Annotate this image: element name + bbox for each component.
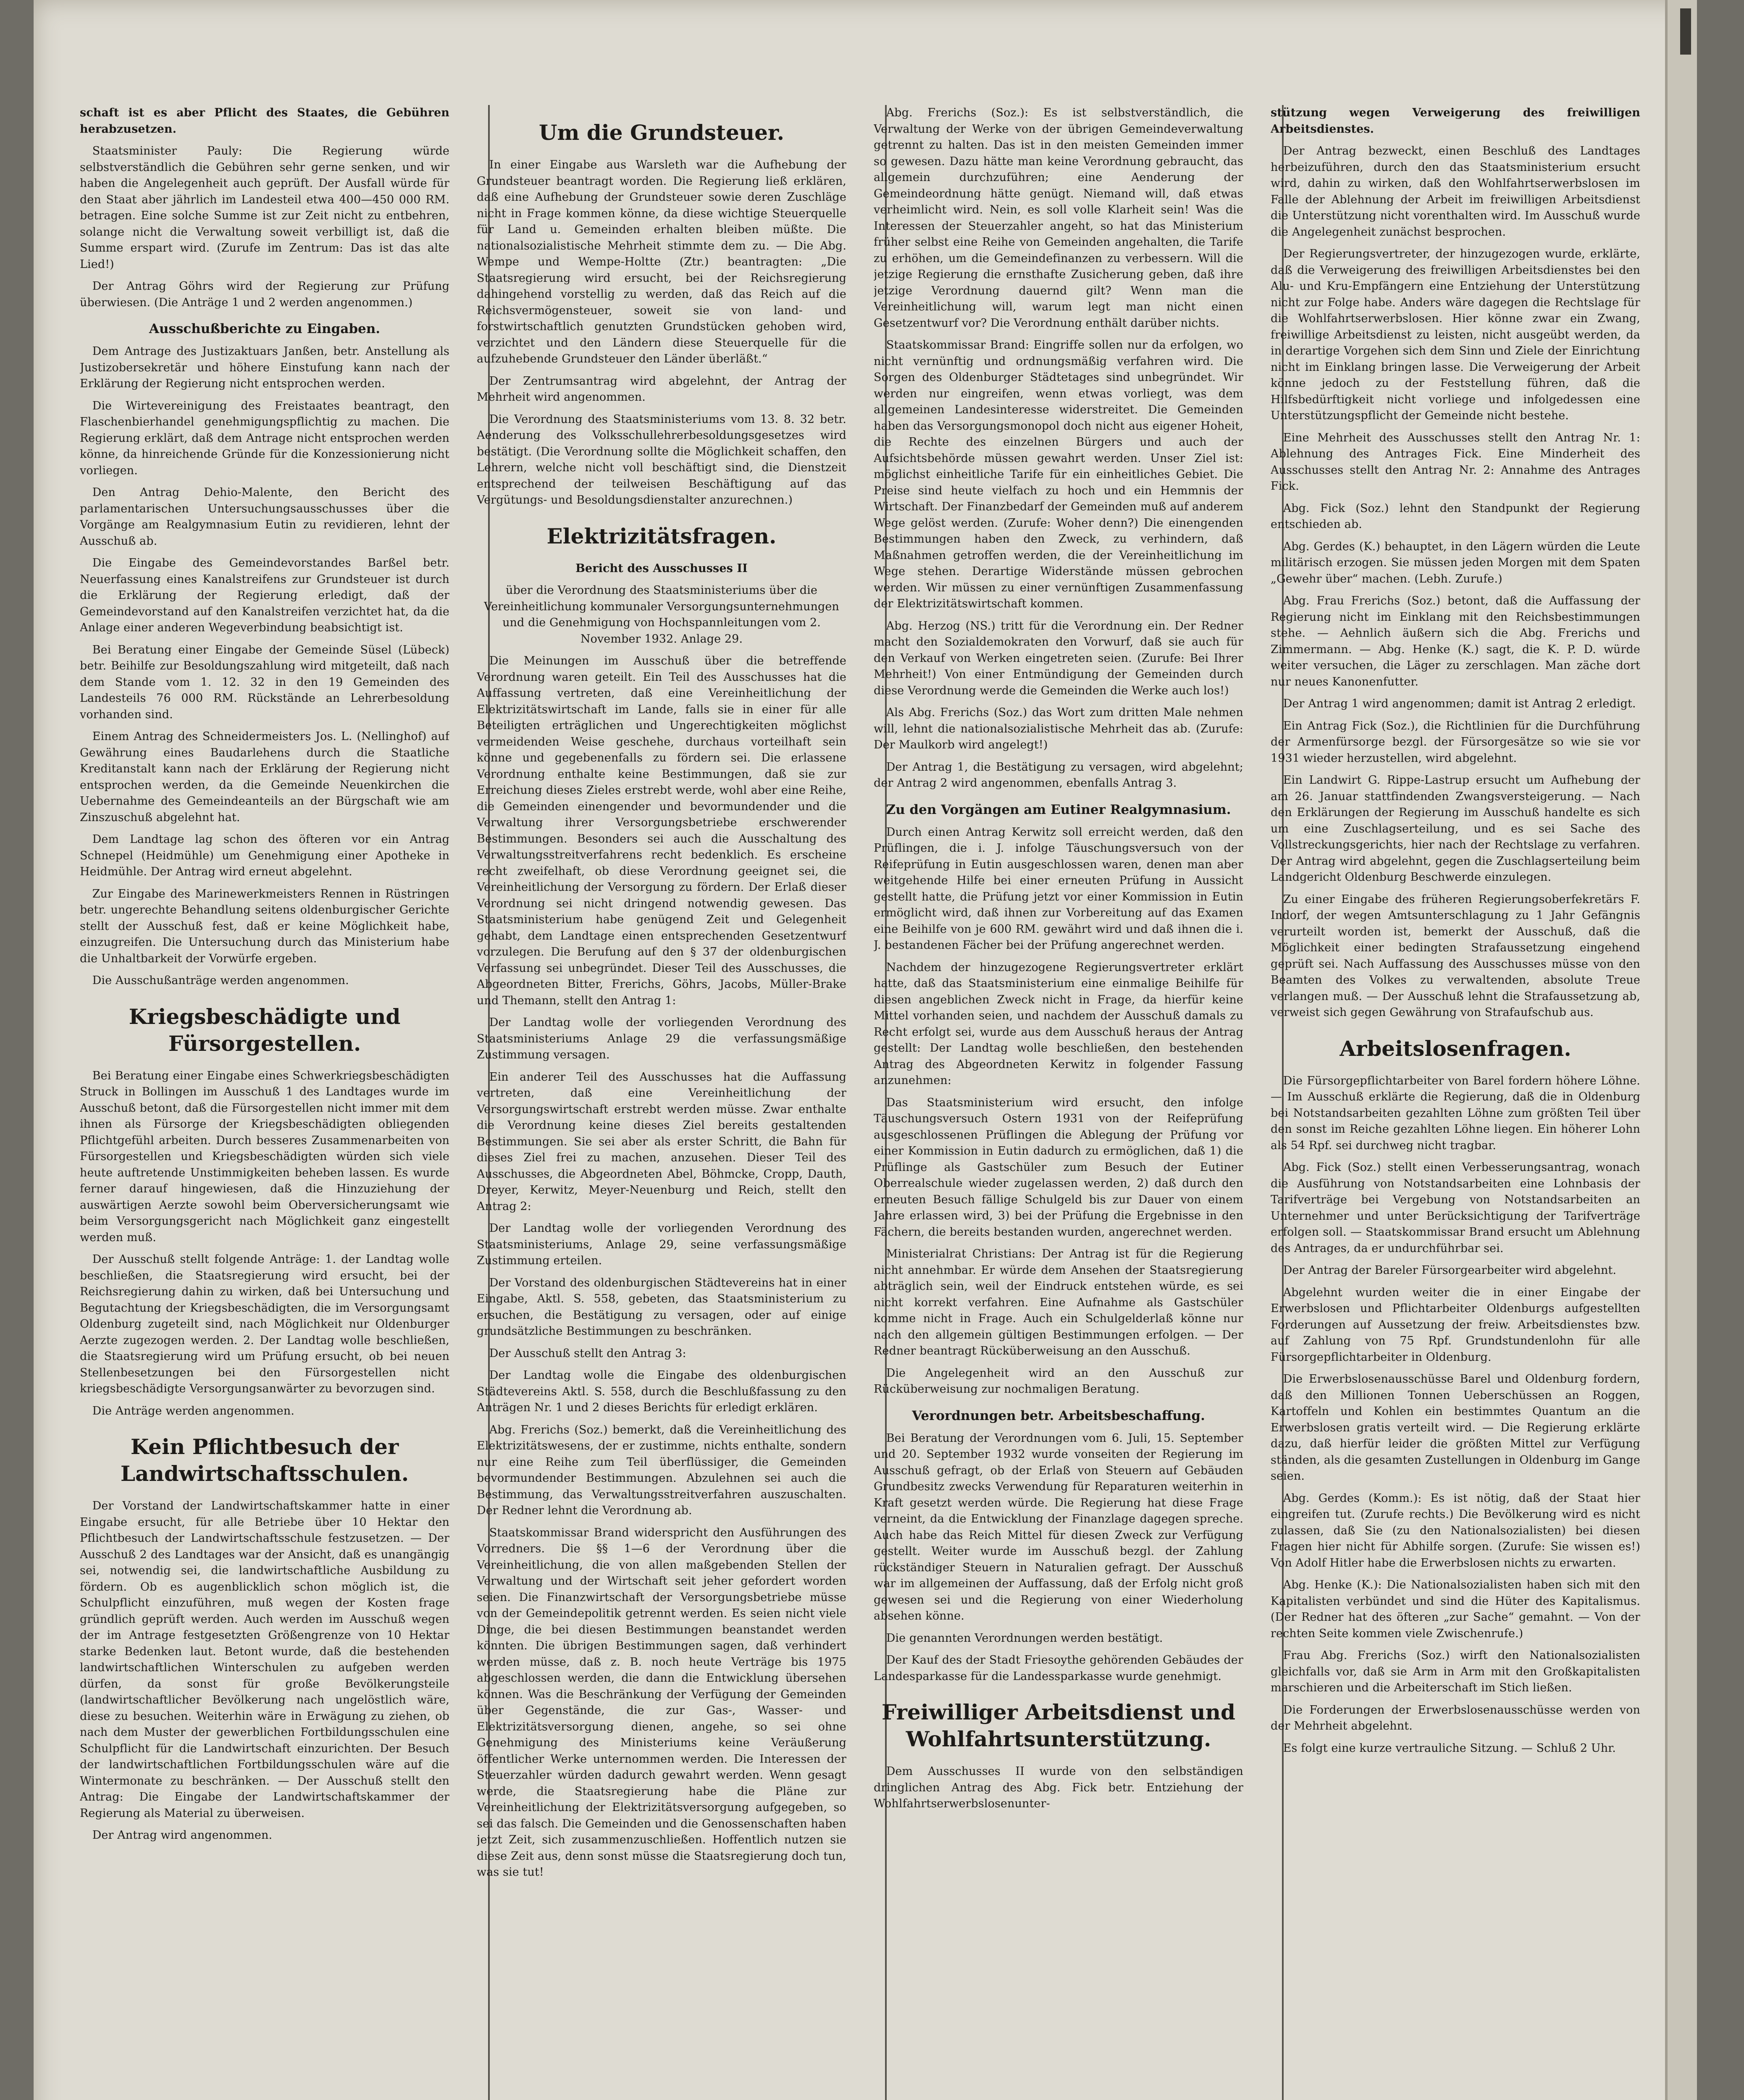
paragraph: Die Verordnung des Staatsministeriums vom 13. 8. 32 betr. Aenderung des Volksschullehrerbesoldungsgesetzes wird bestätigt. (Die Verordnung sollte die Möglichkeit schaffen, den Lehrern, welche nicht voll beschäftigt sind, die Dienstzeit entsprechend der teilweisen Beschäftigung auf das Vergütungs- und Besoldungsdienstalter anzurechnen.): [477, 412, 846, 507]
paragraph: Es folgt eine kurze vertrauliche Sitzung. — Schluß 2 Uhr.: [1283, 1741, 1616, 1755]
paragraph: Zur Eingabe des Marinewerkmeisters Rennen in Rüstringen betr. ungerechte Behandlung seitens oldenburgischer Gerichte stellt der Ausschuß fest, daß er keine Möglichkeit habe, einzugreifen. Die Untersuchung durch das Ministerium habe die Unhaltbarkeit der Vorwürfe ergeben.: [80, 887, 449, 965]
paragraph: Als Abg. Frerichs (Soz.) das Wort zum dritten Male nehmen will, lehnt die nationalsozialistische Mehrheit das ab. (Zurufe: Der Maulkorb wird angelegt!): [874, 706, 1243, 751]
paragraph: Abg. Frerichs (Soz.) bemerkt, daß die Vereinheitlichung des Elektrizitätswesens, der er zustimme, nichts enthalte, sondern nur eine Reihe zum Teil überflüssiger, die Gemeinden bevormundender Bestimmungen. Abzulehnen sei auch die Bestimmung, das Verwaltungsstreitverfahren auszuschalten. Der Redner lehnt die Verordnung ab.: [477, 1423, 846, 1517]
column-2: [477, 105, 846, 2100]
paragraph: Abg. Frau Frerichs (Soz.) betont, daß die Auffassung der Regierung nicht im Einklang mit den Reichsbestimmungen stehe. — Aehnlich äußern sich die Abg. Frerichs und Zimmermann. — Abg. Henke (K.) sagt, die K. P. D. würde weiter versuchen, die Läger zu zerschlagen. Man zäche dort nur neues Kanonenfutter.: [1271, 594, 1640, 688]
paragraph: über die Verordnung des Staatsministeriums über die Vereinheitlichung kommunaler Versorgungsunternehmungen und die Genehmigung von Hochspannleitungen vom 2. November 1932. Anlage 29.: [484, 584, 839, 646]
paragraph: Der Antrag der Bareler Fürsorgearbeiter wird abgelehnt.: [1283, 1264, 1617, 1277]
paragraph: stützung wegen Verweigerung des freiwilligen Arbeitsdienstes.: [1271, 106, 1640, 136]
paragraph: Staatskommissar Brand: Eingriffe sollen nur da erfolgen, wo nicht vernünftig und ordnungsmäßig verfahren wird. Die Sorgen des Oldenburger Städtetages sind unbegründet. Wir werden nur eingreifen, wenn etwas vorliegt, was dem allgemeinen Landesinteresse widerstreitet. Die Gemeinden haben das Versorgungsmonopol doch nicht aus eigener Hoheit, die Rechte des einzelnen Bürgers und auch der Aufsichtsbehörde müssen gewahrt werden. Unser Ziel ist: möglichst einheitliche Tarife für ein einheitliches Gebiet. Die Preise sind heute vielfach zu hoch und ein Hemmnis der Wirtschaft. Der Finanzbedarf der Gemeinden muß auf anderem Wege gelöst werden. (Zurufe: Woher denn?) Die einengenden Bestimmungen haben den Zweck, zu verhindern, daß Maßnahmen getroffen werden, die der Vereinheitlichung im Wege stehen. Derartige Widerstände müssen gebrochen werden. Wir müssen zu einer vernünftigen Zusammenfassung der Elektrizitätswirtschaft kommen.: [874, 339, 1243, 610]
paragraph: Bei Beratung einer Eingabe der Gemeinde Süsel (Lübeck) betr. Beihilfe zur Besoldungszahlung wird mitgeteilt, daß nach dem Stande vom 1. 12. 32 in den 19 Gemeinden des Landesteils 76 000 RM. Rückstände an Lehrerbesoldung vorhanden sind.: [80, 643, 449, 721]
paragraph: Der Antrag 1, die Bestätigung zu versagen, wird abgelehnt; der Antrag 2 wird angenommen, ebenfalls Antrag 3.: [874, 760, 1243, 790]
paragraph: Die Erwerbslosenausschüsse Barel und Oldenburg fordern, daß den Millionen Tonnen Ueberschüssen an Roggen, Kartoffeln und Kohlen ein bestimmtes Quantum an die Erwerbslosen gratis verteilt wird. — Die Regierung erklärte dazu, daß hierfür leider die größten Mittel zur Verfügung ständen, als die gesamten Zustellungen in Oldenburg im Gange seien.: [1271, 1373, 1640, 1483]
section-heading: Zu den Vorgängen am Eutiner Realgymnasium.: [886, 802, 1231, 817]
section-heading: Kriegsbeschädigte und Fürsorgestellen.: [129, 1004, 401, 1056]
column-4: [1271, 105, 1640, 2100]
paragraph: Bei Beratung der Verordnungen vom 6. Juli, 15. September und 20. September 1932 wurde vonseiten der Regierung im Ausschuß gefragt, ob der Erlaß von Steuern auf Gebäuden Grundbesitz zwecks Verwendung für Reparaturen weiterhin in Kraft gesetzt werden würde. Die Regierung hat diese Frage verneint, da die Entwicklung der Finanzlage dagegen spreche. Auch habe das Reich Mittel für diesen Zweck zur Verfügung gestellt. Weiter wurde im Ausschuß bezgl. der Zahlung rückständiger Steuern in Naturalien gefragt. Der Ausschuß war im allgemeinen der Auffassung, daß der Erfolg nicht groß gewesen sei und die Regierung von einer Wiederholung absehen könne.: [874, 1431, 1243, 1622]
paragraph: Der Landtag wolle der vorliegenden Verordnung des Staatsministeriums, Anlage 29, seine verfassungsmäßige Zustimmung erteilen.: [477, 1222, 846, 1267]
paragraph: Frau Abg. Frerichs (Soz.) wirft den Nationalsozialisten gleichfalls vor, daß sie Arm in Arm mit den Großkapitalisten marschieren und die Arbeiterschaft im Stich ließen.: [1271, 1649, 1640, 1694]
paragraph: Die Angelegenheit wird an den Ausschuß zur Rücküberweisung zur nochmaligen Beratung.: [874, 1366, 1243, 1396]
paragraph: Der Antrag wird angenommen.: [92, 1829, 273, 1842]
column-1: [80, 105, 449, 2100]
paragraph: Die genannten Verordnungen werden bestätigt.: [886, 1631, 1163, 1645]
section-heading: Ausschußberichte zu Eingaben.: [149, 321, 381, 336]
paragraph: Ein Landwirt G. Rippe-Lastrup ersucht um Aufhebung der am 26. Januar stattfindenden Zwangsversteigerung. — Nach den Erklärungen der Regierung im Ausschuß handelte es sich um eine Zuschlagserteilung, und es sei Sache des Vollstreckungsgerichts, hier nach der Rechtslage zu verfahren. Der Antrag wird abgelehnt, gegen die Zuschlagserteilung beim Landgericht Oldenburg Beschwerde einzulegen.: [1271, 774, 1640, 884]
paragraph: Die Eingabe des Gemeindevorstandes Barßel betr. Neuerfassung eines Kanalstreifens zur Grundsteuer ist durch die Erklärung der Regierung erledigt, daß der Gemeindevorstand auf den Kanalstreifen verzichtet hat, da die Anlage einer anderen Wegeverbindung beabsichtigt ist.: [80, 556, 449, 634]
paragraph: Der Antrag 1 wird angenommen; damit ist Antrag 2 erledigt.: [1283, 697, 1636, 710]
paragraph: Ein anderer Teil des Ausschusses hat die Auffassung vertreten, daß eine Vereinheitlichung der Versorgungswirtschaft erstrebt werden müsse. Zwar enthalte die Verordnung keine dieses Ziel bereits gestaltenden Bestimmungen. Sie sei aber als erster Schritt, die Bahn für dieses Ziel frei zu machen, anzusehen. Dieser Teil des Ausschusses, die Abgeordneten Abel, Böhmcke, Cropp, Dauth, Dreyer, Kerwitz, Meyer-Neuenburg und Reich, stellt den Antrag 2:: [477, 1070, 846, 1213]
paragraph: Abg. Gerdes (Komm.): Es ist nötig, daß der Staat hier eingreifen tut. (Zurufe rechts.) Die Bevölkerung wird es nicht zulassen, daß Sie (zu den Nationalsozialisten) bei diesen Fragen hier nicht für Abhilfe sorgen. (Zurufe: Sie wissen es!) Von Adolf Hitler habe die Erwerbslosen nichts zu erwarten.: [1271, 1491, 1640, 1570]
paragraph: Abg. Gerdes (K.) behauptet, in den Lägern würden die Leute militärisch erzogen. Sie müssen jeden Morgen mit dem Spaten „Gewehr über“ machen. (Lebh. Zurufe.): [1271, 540, 1640, 585]
paragraph: Durch einen Antrag Kerwitz soll erreicht werden, daß den Prüflingen, die i. J. infolge Täuschungsversuch von der Reifeprüfung in Eutin ausgeschlossen waren, denen man aber weitgehende Hilfe bei einer erneuten Prüfung in Aussicht gestellt hatte, die Prüfung jetzt vor einer Kommission in Eutin ermöglicht wird, daß ihnen zur Vorbereitung auf das Examen eine Beihilfe von je 600 RM. gewährt wird und daß ihnen die i. J. bestandenen Fächer bei der Prüfung angerechnet werden.: [874, 825, 1243, 952]
section-heading: Arbeitslosenfragen.: [1340, 1036, 1571, 1061]
section-heading: Verordnungen betr. Arbeitsbeschaffung.: [912, 1408, 1205, 1423]
section-heading: Um die Grundsteuer.: [538, 120, 785, 145]
article-columns: [80, 105, 1676, 2100]
paragraph: Abg. Henke (K.): Die Nationalsozialisten haben sich mit den Kapitalisten verbündet und sind die Hüter des Kapitalismus. (Der Redner hat des öfteren „zur Sache“ gemahnt. — Von der rechten Seite kommen viele Zwischenrufe.): [1271, 1578, 1640, 1640]
paragraph: Den Antrag Dehio-Malente, den Bericht des parlamentarischen Untersuchungsausschusses über die Vorgänge am Realgymnasium Eutin zu revidieren, lehnt der Ausschuß ab.: [80, 486, 449, 548]
paragraph: Der Landtag wolle die Eingabe des oldenburgischen Städtevereins Aktl. S. 558, durch die Beschlußfassung zu den Anträgen Nr. 1 und 2 dieses Berichts für erledigt erklären.: [477, 1369, 846, 1414]
paragraph: Einem Antrag des Schneidermeisters Jos. L. (Nellinghof) auf Gewährung eines Baudarlehens durch die Staatliche Kreditanstalt kann nach der Erklärung der Regierung nicht entsprochen werden, da die Gemeinde Neuenkirchen die Uebernahme des Gemeindeanteils an der Bürgschaft wie am Zinszuschuß abgelehnt hat.: [80, 730, 449, 824]
paragraph: Nachdem der hinzugezogene Regierungsvertreter erklärt hatte, daß das Staatsministerium eine einmalige Beihilfe für diesen angeblichen Zweck nicht in Frage, da hierfür keine Mittel vorhanden seien, und nachdem der Ausschuß damals zu Recht erfolgt sei, wurde aus dem Ausschuß heraus der Antrag gestellt: Der Landtag wolle beschließen, den bestehenden Antrag des Abgeordneten Kerwitz in folgender Fassung anzunehmen:: [874, 961, 1243, 1087]
paragraph: Abg. Herzog (NS.) tritt für die Verordnung ein. Der Redner macht den Sozialdemokraten den Vorwurf, daß sie auch für den Verkauf von Werken eingetreten seien. (Zurufe: Bei Ihrer Mehrheit!) Von einer Entmündigung der Gemeinden durch diese Verordnung werde die Gemeinden die Werke auch los!): [874, 619, 1243, 697]
paragraph: Die Wirtevereinigung des Freistaates beantragt, den Flaschenbierhandel genehmigungspflichtig zu machen. Die Regierung erklärt, daß dem Antrage nicht entsprochen werden könne, da hinreichende Gründe für die Konzessionierung nicht vorliegen.: [80, 399, 449, 477]
paragraph: Staatsminister Pauly: Die Regierung würde selbstverständlich die Gebühren sehr gerne senken, und wir haben die Angelegenheit auch geprüft. Der Ausfall würde für den Staat aber jährlich im Landesteil etwa 400—450 000 RM. betragen. Eine solche Summe ist zur Zeit nicht zu entbehren, solange nicht die Verwaltung soweit verbilligt ist, daß die Summe erspart wird. (Zurufe im Zentrum: Das ist das alte Lied!): [80, 144, 449, 271]
paragraph: Das Staatsministerium wird ersucht, den infolge Täuschungsversuch Ostern 1931 von der Reifeprüfung ausgeschlossenen Prüflingen die Ablegung der Prüfung vor einer Kommission in Eutin dadurch zu ermöglichen, daß 1) die Prüflinge als Gastschüler zum Besuch der Eutiner Oberrealschule wieder zugelassen werden, 2) daß durch den erneuten Besuch fällige Schulgeld bis zur Dauer von einem Jahre erlassen wird, 3) bei der Prüfung die Ergebnisse in den Fächern, die bereits bestanden wurden, angerechnet werden.: [874, 1096, 1243, 1239]
paragraph: Abgelehnt wurden weiter die in einer Eingabe der Erwerbslosen und Pflichtarbeiter Oldenburgs aufgestellten Forderungen auf Aussetzung der freiw. Arbeitsdienstes bzw. auf Zahlung von 75 Rpf. Grundstundenlohn für alle Fürsorgepflichtarbeiter in Oldenburg.: [1271, 1286, 1640, 1364]
paragraph: Bericht des Ausschusses II: [575, 562, 748, 575]
paragraph: Die Forderungen der Erwerbslosenausschüsse werden von der Mehrheit abgelehnt.: [1271, 1703, 1640, 1732]
paragraph: Der Vorstand der Landwirtschaftskammer hatte in einer Eingabe ersucht, für alle Betriebe über 10 Hektar den Pflichtbesuch der Landwirtschaftsschule festzusetzen. — Der Ausschuß 2 des Landtages war der Ansicht, daß es unangängig sei, notwendig sei, die landwirtschaftliche Ausbildung zu fördern. Ob es augenblicklich schon möglich ist, die Schulpflicht einzuführen, muß wegen der Kosten frage gründlich geprüft werden. Auch werden im Ausschuß wegen der im Antrage festgesetzten Größengrenze von 10 Hektar starke Bedenken laut. Betont wurde, daß die bestehenden landwirtschaftlichen Winterschulen zu aufgeben werden dürfen, da sonst für große Bevölkerungsteile (landwirtschaftlicher Bevölkerung nach ungelöstlich wäre, diese zu besuchen. Weiterhin wäre in Erwägung zu ziehen, ob nach dem Muster der gewerblichen Fortbildungsschulen eine Schulpflicht für die Landwirtschaft einzurichten. Der Besuch der landwirtschaftlichen Fortbildungsschulen wäre auf die Wintermonate zu beschränken. — Der Ausschuß stellt den Antrag: Die Eingabe der Landwirtschaftskammer der Regierung als Material zu überweisen.: [80, 1499, 449, 1820]
paragraph: Dem Antrage des Justizaktuars Janßen, betr. Anstellung als Justizobersekretär und höhere Einstufung kann nach der Erklärung der Regierung nicht entsprochen werden.: [80, 345, 449, 390]
paragraph: Ein Antrag Fick (Soz.), die Richtlinien für die Durchführung der Armenfürsorge bezgl. der Fürsorgesätze so wie sie vor 1931 wieder herzustellen, wird abgelehnt.: [1271, 719, 1640, 765]
paragraph: Der Vorstand des oldenburgischen Städtevereins hat in einer Eingabe, Aktl. S. 558, gebeten, das Staatsministerium zu ersuchen, die Bestätigung zu versagen, oder auf einige grundsätzliche Bestimmungen zu beschränken.: [477, 1276, 846, 1338]
paragraph: Der Ausschuß stellt den Antrag 3:: [489, 1347, 686, 1360]
paragraph: Der Landtag wolle der vorliegenden Verordnung des Staatsministeriums Anlage 29 die verfassungsmäßige Zustimmung versagen.: [477, 1016, 846, 1061]
paragraph: Der Ausschuß stellt folgende Anträge: 1. der Landtag wolle beschließen, die Staatsregierung wird ersucht, bei der Reichsregierung dahin zu wirken, daß bei Untersuchung und Begutachtung der Kriegsbeschädigten, die im Versorgungsamt Oldenburg zugeteilt sind, nach Möglichkeit nur Oldenburger Aerzte zugezogen werden. 2. Der Landtag wolle beschließen, die Staatsregierung wird um Prüfung ersucht, ob bei neuen Stellenbesetzungen bei den Fürsorgestellen nicht kriegsbeschädigte Versorgungsanwärter zu bevorzugen sind.: [80, 1253, 449, 1395]
paragraph: In einer Eingabe aus Warsleth war die Aufhebung der Grundsteuer beantragt worden. Die Regierung ließ erklären, daß eine Aufhebung der Grundsteuer sowie deren Zuschläge nicht in Frage kommen könne, da diese wichtige Steuerquelle für Land u. Gemeinden erhalten bleiben müßte. Die nationalsozialistische Mehrheit stimmte dem zu. — Die Abg. Wempe und Wempe-Holtte (Ztr.) beantragten: „Die Staatsregierung wird ersucht, bei der Reichsregierung dahingehend vorstellig zu werden, daß das Reich auf die Reichsvermögensteuer, soweit sie von land- und forstwirtschaftlich genutzten Grundstücken gehoben wird, verzichtet und den Ländern diese Steuerquelle für die aufzuhebende Grundsteuer den Länder überläßt.“: [477, 158, 846, 365]
paragraph: Ministerialrat Christians: Der Antrag ist für die Regierung nicht annehmbar. Er würde dem Ansehen der Staatsregierung abträglich sein, weil der Eindruck entstehen würde, es sei nicht korrekt verfahren. Eine Aufnahme als Gastschüler komme nicht in Frage. Auch ein Schulgelderlaß könne nur nach den allgemein gültigen Bestimmungen erfolgen. — Der Redner beantragt Rücküberweisung an den Ausschuß.: [874, 1247, 1243, 1357]
paragraph: Abg. Frerichs (Soz.): Es ist selbstverständlich, die Verwaltung der Werke von der übrigen Gemeindeverwaltung getrennt zu halten. Das ist in den meisten Gemeinden immer so gewesen. Dazu hätte man keine Verordnung gebraucht, das allgemein durchzuführen; eine Aenderung der Gemeindeordnung hätte genügt. Niemand will, daß etwas verheimlicht wird. Nein, es soll volle Klarheit sein! Was die Interessen der Steuerzahler angeht, so hat das Ministerium früher selbst eine Reihe von Gemeinden angehalten, die Tarife zu erhöhen, um die Gemeindefinanzen zu verbessern. Will die jetzige Regierung die ernsthafte Zusicherung geben, daß ihre jetzige Verordnung dauernd gilt? Wenn man die Vereinheitlichung will, warum legt man nicht einen Gesetzentwurf vor? Die Verordnung enthält darüber nichts.: [874, 106, 1243, 330]
paragraph: Der Zentrumsantrag wird abgelehnt, der Antrag der Mehrheit wird angenommen.: [477, 374, 846, 404]
paragraph: Die Anträge werden angenommen.: [92, 1404, 294, 1418]
paragraph: Der Antrag bezweckt, einen Beschluß des Landtages herbeizuführen, durch den das Staatsministerium ersucht wird, dahin zu wirken, daß den Wohlfahrtserwerbslosen im Falle der Ablehnung der Arbeit im freiwilligen Arbeitsdienst die Unterstützung nicht vorenthalten wird. Im Ausschuß wurde die Angelegenheit zunächst besprochen.: [1271, 144, 1640, 239]
section-heading: Freiwilliger Arbeitsdienst und Wohlfahrtsunterstützung.: [882, 1700, 1235, 1751]
paragraph: Eine Mehrheit des Ausschusses stellt den Antrag Nr. 1: Ablehnung des Antrages Fick. Eine Minderheit des Ausschusses stellt den Antrag Nr. 2: Annahme des Antrages Fick.: [1271, 431, 1640, 493]
paragraph: Dem Landtage lag schon des öfteren vor ein Antrag Schnepel (Heidmühle) um Genehmigung einer Apotheke in Heidmühle. Der Antrag wird erneut abgelehnt.: [80, 833, 449, 878]
paragraph: Abg. Fick (Soz.) lehnt den Standpunkt der Regierung entschieden ab.: [1271, 501, 1640, 531]
paragraph: Die Ausschußanträge werden angenommen.: [92, 974, 349, 987]
paragraph: Dem Ausschusses II wurde von den selbständigen dringlichen Antrag des Abg. Fick betr. Entziehung der Wohlfahrtserwerbslosenunter-: [874, 1765, 1243, 1810]
paragraph: Die Meinungen im Ausschuß über die betreffende Verordnung waren geteilt. Ein Teil des Ausschusses hat die Auffassung vertreten, daß eine Vereinheitlichung der Elektrizitätswirtschaft im Lande, falls sie in einer für alle Beteiligten erträglichen und Ungerechtigkeiten möglichst vermeidenden Weise geschehe, durchaus vorteilhaft sein könne und gegebenenfalls zu fördern sei. Die erlassene Verordnung enthalte keine Bestimmungen, daß sie zur Erreichung dieses Zieles erstrebt werde, wohl aber eine Reihe, die Gemeinden einengender und bevormundender und die Verwaltung ihrer Versorgungsbetriebe erschwerender Bestimmungen. Besonders sei auch die Ausschaltung des Verwaltungsstreitverfahrens recht bedenklich. Es erscheine recht zweifelhaft, ob diese Verordnung geeignet sei, die Vereinheitlichung der Versorgung zu fördern. Der Erlaß dieser Verordnung sei nicht dringend notwendig gewesen. Das Staatsministerium habe genügend Zeit und Gelegenheit gehabt, dem Landtage einen entsprechenden Gesetzentwurf vorzulegen. Die Berufung auf den § 37 der oldenburgischen Verfassung sei unbegründet. Dieser Teil des Ausschusses, die Abgeordneten Bitter, Frerichs, Göhrs, Jacobs, Müller-Brake und Themann, stellt den Antrag 1:: [477, 654, 846, 1007]
scan-edge-mark: [1680, 8, 1691, 55]
paragraph: schaft ist es aber Pflicht des Staates, die Gebühren herabzusetzen.: [80, 106, 449, 136]
paragraph: Bei Beratung einer Eingabe eines Schwerkriegsbeschädigten Struck in Bollingen im Ausschuß 1 des Landtages wurde im Ausschuß betont, daß die Fürsorgestellen nicht immer mit dem ihnen als Fürsorge der Kriegsbeschädigten obliegenden Pflichtgefühl arbeiten. Durch besseres Zusammenarbeiten von Fürsorgestellen und Kriegsbeschädigten würden sich viele heute auftretende Unstimmigkeiten beheben lassen. Es wurde ferner darauf hingewiesen, daß die Hinzuziehung der auswärtigen Aerzte sowohl beim Oberversicherungsamt wie beim Versorgungsgericht nach Möglichkeit ganz eingestellt werden muß.: [80, 1069, 449, 1244]
paragraph: Der Antrag Göhrs wird der Regierung zur Prüfung überwiesen. (Die Anträge 1 und 2 werden angenommen.): [80, 280, 449, 309]
column-3: [874, 105, 1243, 2100]
paragraph: Abg. Fick (Soz.) stellt einen Verbesserungsantrag, wonach die Ausführung von Notstandsarbeiten eine Lohnbasis der Tarifverträge bei Vergebung von Notstandsarbeiten an Unternehmer und unter Berücksichtigung der Tarifverträge erfolgen soll. — Staatskommissar Brand ersucht um Ablehnung des Antrages, da er undurchführbar sei.: [1271, 1161, 1640, 1255]
section-heading: Elektrizitätsfragen.: [546, 523, 777, 549]
paragraph: Der Regierungsvertreter, der hinzugezogen wurde, erklärte, daß die Verweigerung des freiwilligen Arbeitsdienstes bei den Alu- und Kru-Empfängern eine Entziehung der Unterstützung nicht zur Folge habe. Anders wäre dagegen die Rechtslage für die Wohlfahrtserwerbslosen. Hier könne zwar ein Zwang, freiwillige Arbeitsdienst zu leisten, nicht ausgeübt werden, da in derartige Vorgehen sich dem Sinn und Ziele der Einrichtung nicht im Einklang bringen lasse. Die Verweigerung der Arbeit könne jedoch zu der Feststellung führen, daß die Hilfsbedürftigkeit nicht vorliege und infolgedessen eine Unterstützungspflicht der Gemeinde nicht bestehe.: [1271, 247, 1640, 422]
section-heading: Kein Pflichtbesuch der Landwirtschaftsschulen.: [120, 1434, 409, 1486]
paragraph: Staatskommissar Brand widerspricht den Ausführungen des Vorredners. Die §§ 1—6 der Verordnung über die Vereinheitlichung, die von allen maßgebenden Stellen der Verwaltung und der Wirtschaft seit jeher gefordert worden seien. Die Finanzwirtschaft der Versorgungsbetriebe müsse von der Gemeindepolitik getrennt werden. Es seien nicht viele Dinge, die bei diesen Bestimmungen beanstandet werden könnten. Die übrigen Bestimmungen sagen, daß verhindert werden müsse, daß z. B. noch heute Verträge bis 1975 abgeschlossen werden, die dann die Entwicklung übersehen können. Was die Beschränkung der Verfügung der Gemeinden über Gegenstände, die zur Gas-, Wasser- und Elektrizitätsversorgung dienen, angehe, so sei ohne Genehmigung des Ministeriums keine Veräußerung öffentlicher Werke unternommen werden. Die Interessen der Steuerzahler würden dadurch gewahrt werden. Wenn gesagt werde, die Staatsregierung habe die Pläne zur Vereinheitlichung der Elektrizitätsversorgung aufgegeben, so sei das falsch. Die Gemeinden und die Genossenschaften haben jetzt Zeit, sich zusammenzuschließen. Hoffentlich nutzen sie diese Zeit aus, denn sonst müsse die Staatsregierung doch tun, was sie tut!: [477, 1526, 846, 1879]
paragraph: Zu einer Eingabe des früheren Regierungsoberfekretärs F. Indorf, der wegen Amtsunterschlagung zu 1 Jahr Gefängnis verurteilt worden ist, bemerkt der Ausschuß, daß die Möglichkeit einer bedingten Strafaussetzung eingehend geprüft sei. Nach Auffassung des Ausschusses müsse von den Beamten des Volkes zu verwaltenden, absolute Treue verlangen muß. — Der Ausschuß lehnt die Strafaussetzung ab, verweist sich gegen Gewährung von Strafaufschub aus.: [1271, 892, 1640, 1019]
paragraph: Der Kauf des der Stadt Friesoythe gehörenden Gebäudes der Landesparkasse für die Landessparkasse wurde genehmigt.: [874, 1654, 1243, 1683]
paragraph: Die Fürsorgepflichtarbeiter von Barel fordern höhere Löhne. — Im Ausschuß erklärte die Regierung, daß die in Oldenburg bei Notstandsarbeiten gezahlten Löhne zum größten Teil über den sonst im Reiche gezahlten Löhne liegen. Ein höherer Lohn als 54 Rpf. sei durchweg nicht tragbar.: [1271, 1074, 1640, 1152]
